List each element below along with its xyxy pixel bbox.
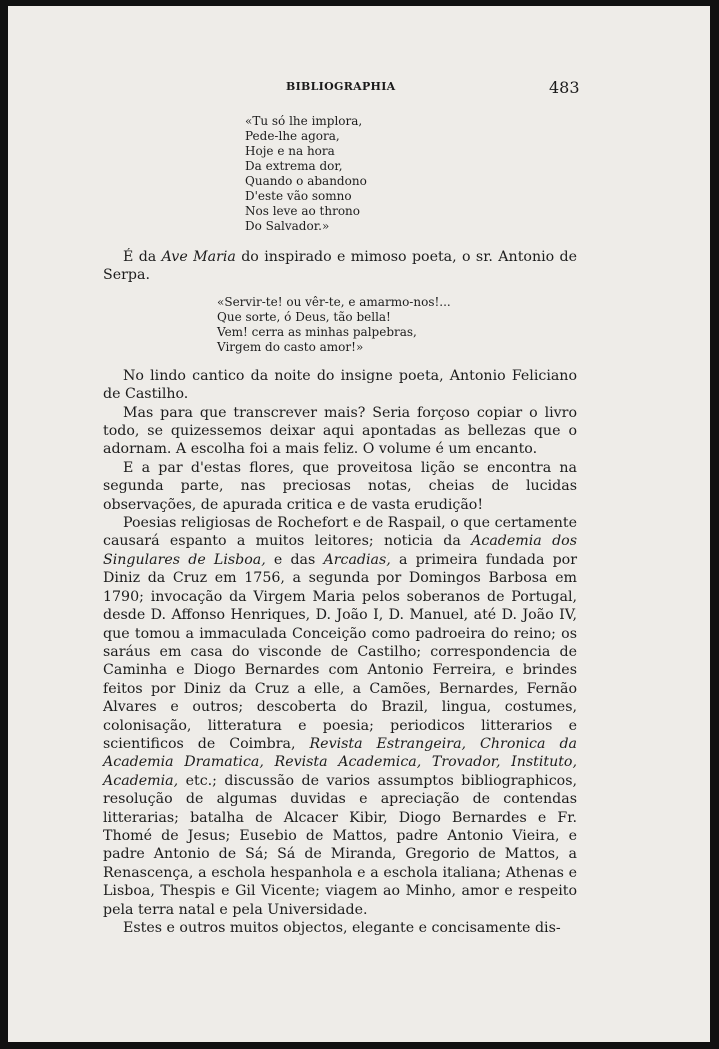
text-run: e das: [265, 551, 324, 568]
paragraph-poesias: [103, 514, 577, 919]
verse-block-castilho: [217, 295, 577, 355]
verse-line: Nos leve ao throno: [245, 204, 360, 218]
verse-line: Virgem do casto amor!»: [217, 339, 364, 354]
italic-title: Revista Estrangeira, Chronica da Academia Dramatica, Revista Academica, Trovador, Instituto, Academia,: [103, 735, 577, 789]
paragraph-transcrever: Mas para que transcrever mais? Seria forçoso copiar o livro todo, se quizessemos deixar aqui apontadas as bellezas que o adornam. A escolha foi a mais feliz. O volume é um encanto.: [103, 404, 577, 458]
verse-line: Que sorte, ó Deus, tão bella!: [217, 309, 391, 324]
paragraph-ave-maria: [103, 248, 577, 285]
verse-line: Do Salvador.»: [245, 219, 330, 233]
verse-line: «Tu só lhe implora,: [245, 114, 363, 128]
verse-line: Quando o abandono: [245, 174, 367, 188]
text-run: do inspirado e mimoso poeta, o sr. Antonio de Serpa.: [103, 249, 578, 284]
verse-line: Vem! cerra as minhas palpebras,: [217, 324, 417, 339]
page-body: [103, 114, 577, 937]
italic-title: Arcadias,: [323, 551, 391, 568]
page-header: [8, 78, 710, 102]
book-page: [8, 6, 710, 1042]
paragraph-outros: Estes e outros muitos objectos, elegante e concisamente dis-: [123, 920, 561, 936]
text-run: É da: [123, 249, 162, 265]
italic-title: Ave Maria: [161, 249, 236, 265]
verse-block-ave-maria: [245, 114, 577, 234]
text-run: a primeira fundada por Diniz da Cruz em 1756, a segunda por Domingos Barbosa em 1790; invocação da Virgem Maria pelos soberanos de Portugal, desde D. Affonso Henriques, D. João I, D. Manuel, até D. João IV, que tomou a immaculada Conceição como padroeira do reino; os saráus em casa do visconde de Castilho; correspondencia de Caminha e Diogo Bernardes com Antonio Ferreira, e brindes feitos por Diniz da Cruz a elle, a Camões, Bernardes, Fernão Alvares e outros; descoberta do Brazil, lingua, costumes, colonisação, litteratura e poesia; periodicos litterarios e scientificos de Coimbra,: [103, 551, 577, 752]
page-number: 483: [549, 78, 580, 97]
verse-line: Hoje e na hora: [245, 144, 335, 158]
verse-line: «Servir-te! ou vêr-te, e amarmo-nos!...: [217, 294, 451, 309]
verse-line: Pede-lhe agora,: [245, 129, 340, 143]
paragraph-castilho: No lindo cantico da noite do insigne poeta, Antonio Feliciano de Castilho.: [103, 367, 577, 403]
running-title: BIBLIOGRAPHIA: [286, 80, 396, 93]
verse-line: D'este vão somno: [245, 189, 352, 203]
text-run: Poesias religiosas de Rochefort e de Raspail, o que certamente causará espanto a muitos leitores; noticia da: [103, 515, 577, 550]
italic-title: Academia dos Singulares de Lisboa,: [103, 533, 577, 568]
paragraph-flores: E a par d'estas flores, que proveitosa lição se encontra na segunda parte, nas preciosas notas, cheias de lucidas observações, de apurada critica e de vasta erudição!: [103, 459, 577, 513]
verse-line: Da extrema dor,: [245, 159, 343, 173]
text-run: etc.; discussão de varios assumptos bibliographicos, resolução de algumas duvidas e apreciação de contendas litterarias; batalha de Alcacer Kibir, Diogo Bernardes e Fr. Thomé de Jesus; Eusebio de Mattos, padre Antonio Vieira, e padre Antonio de Sá; Sá de Miranda, Gregorio de Mattos, a Renascença, a eschola hespanhola e a eschola italiana; Athenas e Lisboa, Thespis e Gil Vicente; viagem ao Minho, amor e respeito pela terra natal e pela Universidade.: [103, 772, 577, 918]
